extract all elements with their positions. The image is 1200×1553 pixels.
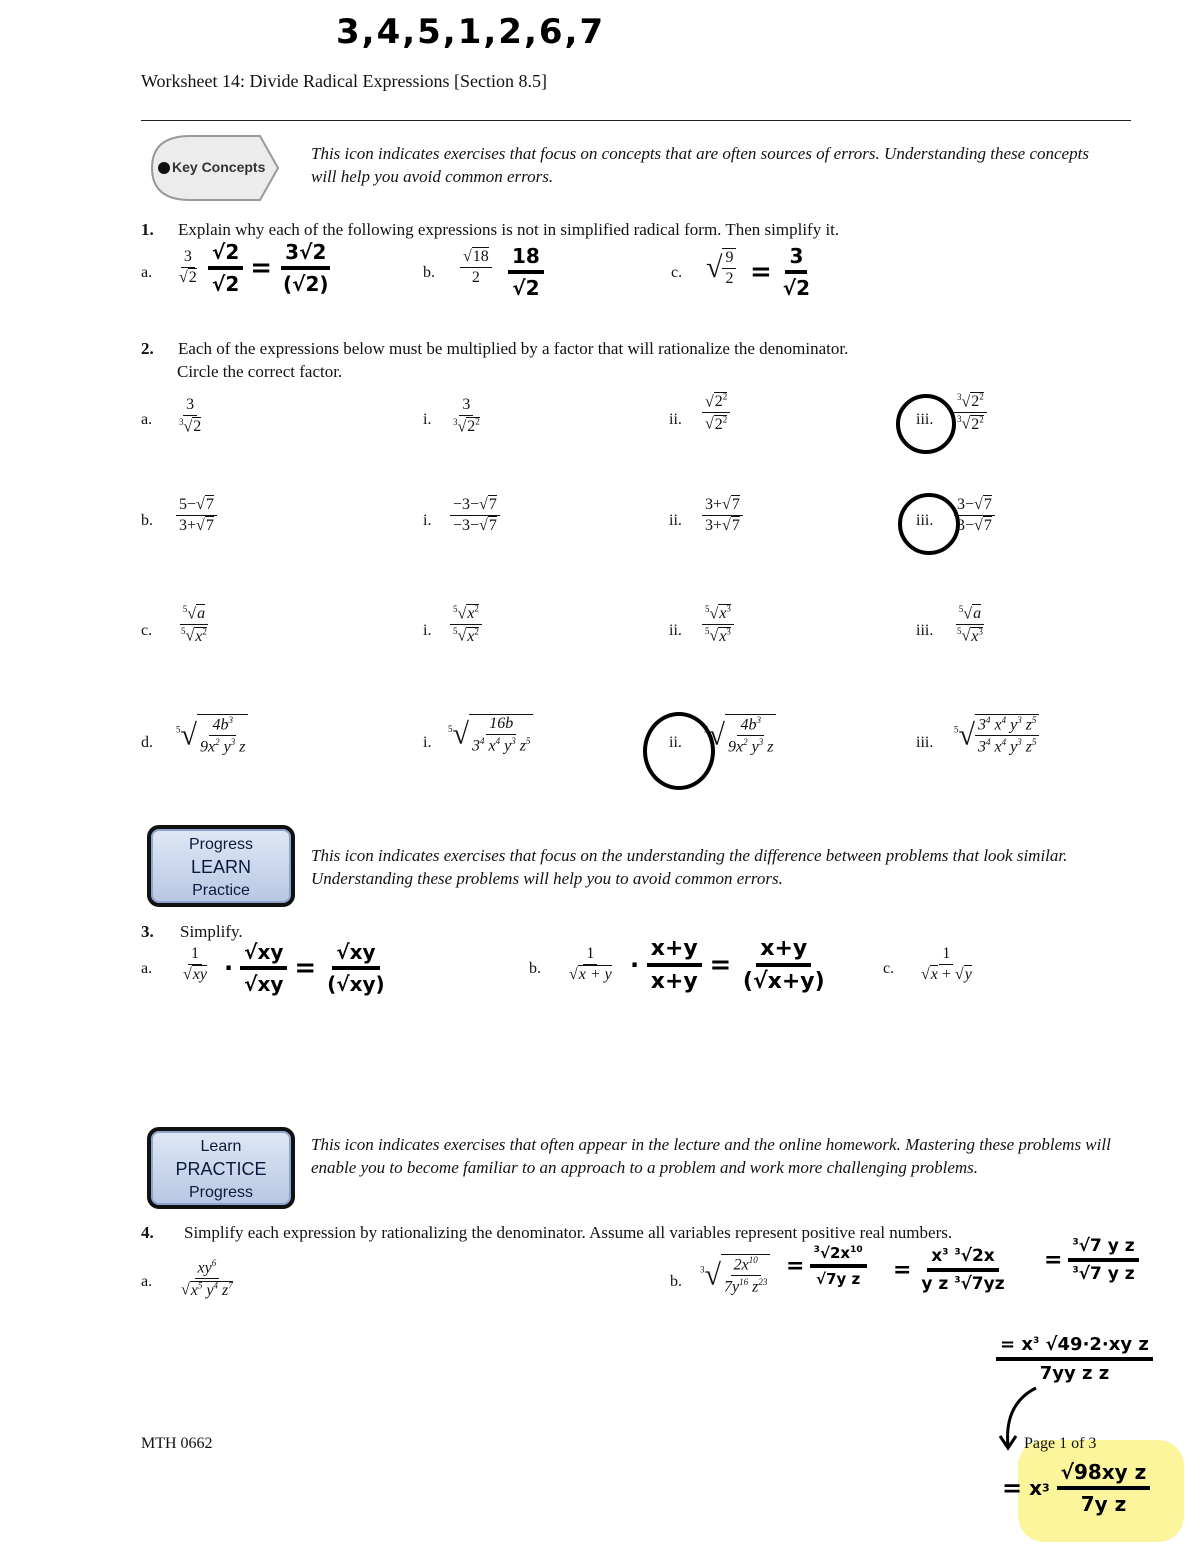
q1-prompt (141, 218, 1141, 241)
q1-label-c: c. (671, 264, 683, 281)
q2c-opt-ii-label: ii. (669, 622, 682, 639)
q1b-expression: $\frac{√18}{2}$ (460, 248, 492, 287)
q3-label-b: b. (529, 960, 541, 977)
q2-row-a-label: a. (141, 411, 153, 428)
q3a-expression: $\frac{1}{√xy}$ (183, 945, 207, 983)
key-concepts-description: This icon indicates exercises that focus on concepts that are often sources of errors. Understanding these concepts will help you avoid common errors. (311, 144, 1089, 186)
key-concepts-label: Key Concepts (172, 159, 266, 175)
q4-label-a: a. (141, 1273, 153, 1290)
q2-text-line1: Each of the expressions below must be multiplied by a factor that will rationalize the denominator. (178, 339, 849, 358)
q3b-expression: $\frac{1}{√x + y}$ (569, 945, 612, 983)
q1-text: Explain why each of the following expressions is not in simplified radical form. Then simplify it. (178, 220, 840, 239)
q2d-opt-i[interactable]: $^5$√ $\frac{16b}{3^4 x^4 y^3 z^5}$ (448, 714, 533, 755)
q4b-handwork-step2: = $\frac{x^3 ^3√2x}{y z ^3√7yz}$ (893, 1246, 1005, 1294)
q2d-expression: $^5$√ $\frac{4b^3}{9x^2 y^3 z}$ (176, 714, 248, 757)
q2c-opt-ii[interactable]: $\frac{^5√x^3}{^5√x^3}$ (702, 604, 734, 646)
q2c-opt-iii-label: iii. (916, 622, 934, 639)
q2a-opt-ii[interactable]: $\frac{√2^2}{√2^2}$ (702, 392, 730, 434)
q2b-opt-i-label: i. (423, 512, 432, 529)
q2a-opt-ii-label: ii. (669, 411, 682, 428)
q2b-opt-iii[interactable]: $\frac{3-√7}{3-√7}$ (954, 496, 995, 535)
q2d-opt-iii-label: iii. (916, 734, 934, 751)
q2b-opt-i[interactable]: $\frac{-3-√7}{-3-√7}$ (450, 496, 500, 535)
q4-text: Simplify each expression by rationalizing the denominator. Assume all variables represent positive real numbers. (184, 1223, 953, 1242)
q2-text-line2: Circle the correct factor. (177, 362, 343, 381)
q2a-expression: $\frac{3}{^3√2}$ (179, 396, 202, 436)
q1b-handwork: $\frac{18}{√2}$ (508, 244, 544, 300)
q2a-opt-i[interactable]: $\frac{3}{^3√2^2}$ (453, 396, 480, 436)
q2-row-c-label: c. (141, 622, 153, 639)
q3-label-c: c. (883, 960, 895, 977)
q2b-expression: $\frac{5-√7}{3+√7}$ (176, 496, 217, 535)
q3a-handwork: · $\frac{√xy}{√xy}$ = $\frac{√xy}{(√xy)}$ (224, 940, 385, 996)
learn-practice-progress-icon: Learn PRACTICE Progress (147, 1127, 295, 1209)
q2b-opt-ii[interactable]: $\frac{3+√7}{3+√7}$ (702, 496, 743, 535)
q3c-expression: $\frac{1}{√x + √y}$ (921, 945, 972, 983)
q2b-opt-ii-label: ii. (669, 512, 682, 529)
q4-prompt (141, 1221, 1141, 1244)
key-concepts-icon (150, 132, 282, 204)
q2a-opt-iii-label: iii. (916, 411, 934, 428)
q1-number: 1. (141, 220, 154, 239)
q1-label-b: b. (423, 264, 435, 281)
footer-page: Page 1 of 3 (1024, 1435, 1097, 1452)
q2a-opt-i-label: i. (423, 411, 432, 428)
q2a-opt-iii[interactable]: $\frac{^3√2^2}{^3√2^2}$ (954, 392, 987, 434)
q1c-expression: √ $\frac{9}{2}$ (706, 248, 736, 288)
q3-number: 3. (141, 922, 154, 941)
q1-label-a: a. (141, 264, 153, 281)
q4b-handwork-step3: = $\frac{^3√7 y z}{^3√7 y z}$ (1044, 1236, 1139, 1284)
q2c-expression: $\frac{^5√a}{^5√x^2}$ (181, 604, 207, 645)
q2-row-d-label: d. (141, 734, 153, 751)
q2d-opt-ii-label: ii. (669, 734, 682, 751)
q1c-handwork: = $\frac{3}{√2}$ (750, 244, 811, 300)
footer-course: MTH 0662 (141, 1435, 213, 1452)
q4b-handwork-step1: = $\frac{^3√2x^{10}}{\text{√7y z}}$ (786, 1244, 867, 1288)
q2c-opt-i-label: i. (423, 622, 432, 639)
progress-learn-practice-icon: Progress LEARN Practice (147, 825, 295, 907)
q3-text: Simplify. (180, 922, 243, 941)
q2-prompt (141, 337, 1141, 383)
q4-label-b: b. (670, 1273, 682, 1290)
q4b-final-answer: = x3 $\frac{\text{√98xy z}}{\text{7y z}}$ (1002, 1460, 1150, 1516)
q1a-handwork: $\frac{√2}{√2}$ = $\frac{3√2}{(√2)}$ (208, 240, 333, 296)
q2-row-b-label: b. (141, 512, 153, 529)
q4-number: 4. (141, 1223, 154, 1242)
q2d-opt-ii[interactable]: $^5$√ $\frac{4b^3}{9x^2 y^3 z}$ (704, 714, 776, 757)
q1a-expression: $\frac{3}{√2}$ (179, 248, 197, 286)
q2d-opt-iii[interactable]: $^5$√ $\frac{3^4 x^4 y^3 z^5}{3^4 x^4 y^3 z^5}$ (954, 714, 1039, 757)
worksheet-title: Worksheet 14: Divide Radical Expressions [Section 8.5] (141, 71, 547, 91)
q3-label-a: a. (141, 960, 153, 977)
q2d-opt-i-label: i. (423, 734, 432, 751)
q2b-opt-iii-label: iii. (916, 512, 934, 529)
q4b-handwork-step4: $\frac{= x^3 √49\cdot 2\cdot xy z}{\text{7yy z z}}$ (996, 1334, 1153, 1384)
q2c-opt-i[interactable]: $\frac{^5√x^2}{^5√x^2}$ (450, 604, 482, 646)
handwritten-order: 3,4,5,1,2,6,7 (336, 12, 606, 52)
lpp-description: This icon indicates exercises that often appear in the lecture and the online homework. Mastering these problems will enable you to become familiar to an approach to a problem and work more challenging problems. (311, 1135, 1111, 1177)
q2-number: 2. (141, 339, 154, 358)
plp-description: This icon indicates exercises that focus on the understanding the difference between problems that look similar. Understanding these problems will help you to avoid common errors. (311, 846, 1068, 888)
q3b-handwork: · $\frac{x+y}{x+y}$ = $\frac{x+y}{(√x+y)}$ (630, 936, 825, 994)
title-divider (141, 120, 1131, 121)
q4a-expression: $\frac{xy^6}{√x^5 y^4 z^7}$ (181, 1258, 233, 1299)
q2c-opt-iii[interactable]: $\frac{^5√a}{^5√x^3}$ (957, 604, 983, 645)
q4b-expression: $^3$√ $\frac{2x^{10}}{7y^{16} z^{23}}$ (700, 1254, 770, 1297)
